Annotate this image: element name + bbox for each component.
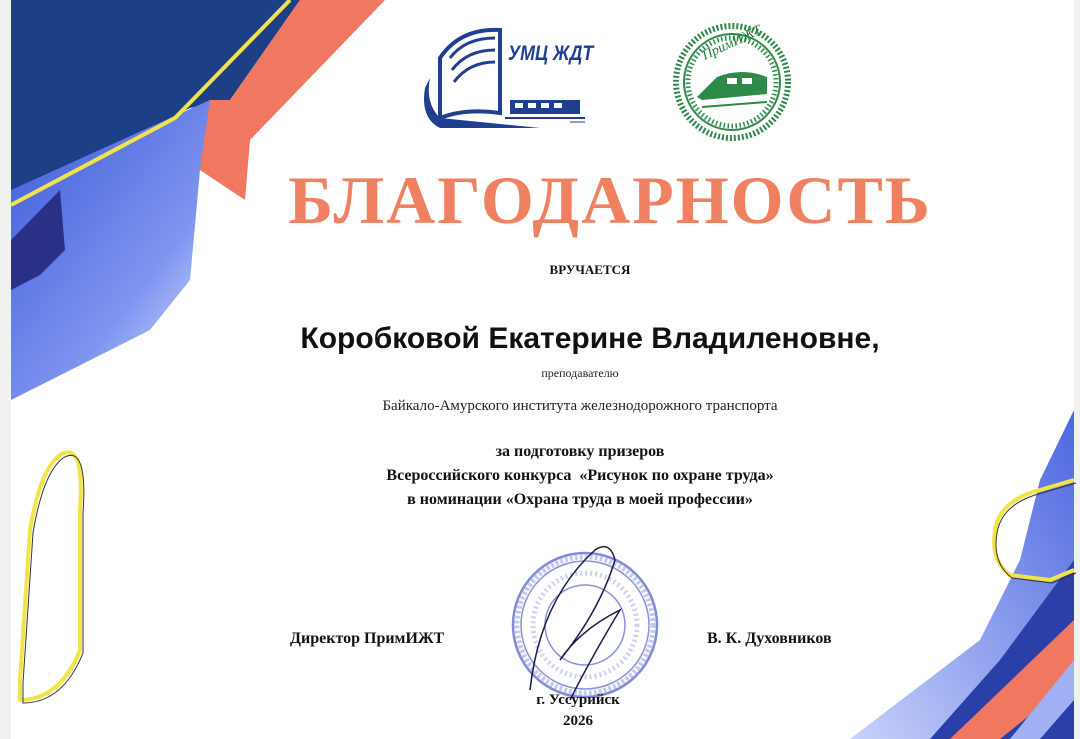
reason-line: Всероссийского конкурса «Рисунок по охране труда» [386, 467, 774, 484]
recipient-name: Коробковой Екатерине Владиленовне, [300, 322, 880, 355]
issued-label: ВРУЧАЕТСЯ [549, 262, 631, 277]
yellow-loop-left [20, 452, 81, 700]
signatory-name: В. К. Духовников [707, 630, 832, 647]
certificate-title: БЛАГОДАРНОСТЬ [288, 162, 932, 238]
reason-line: за подготовку призеров [495, 443, 665, 460]
official-stamp [500, 540, 670, 710]
city-label: г. Уссурийск [536, 692, 620, 708]
reason-line: в номинации «Охрана труда в моей профессии» [407, 491, 753, 508]
umc-logo-text: УМЦ ЖДТ [508, 42, 594, 65]
primizht-logo-text: ПримИЖТ [700, 23, 765, 64]
recipient-position: преподавателю [541, 366, 619, 380]
award-reason [260, 440, 900, 512]
year-label: 2026 [563, 713, 593, 729]
institution-name: Байкало-Амурского института железнодорожного транспорта [382, 398, 778, 414]
signatory-position: Директор ПримИЖТ [290, 630, 445, 647]
umc-zhdt-logo [420, 18, 592, 130]
